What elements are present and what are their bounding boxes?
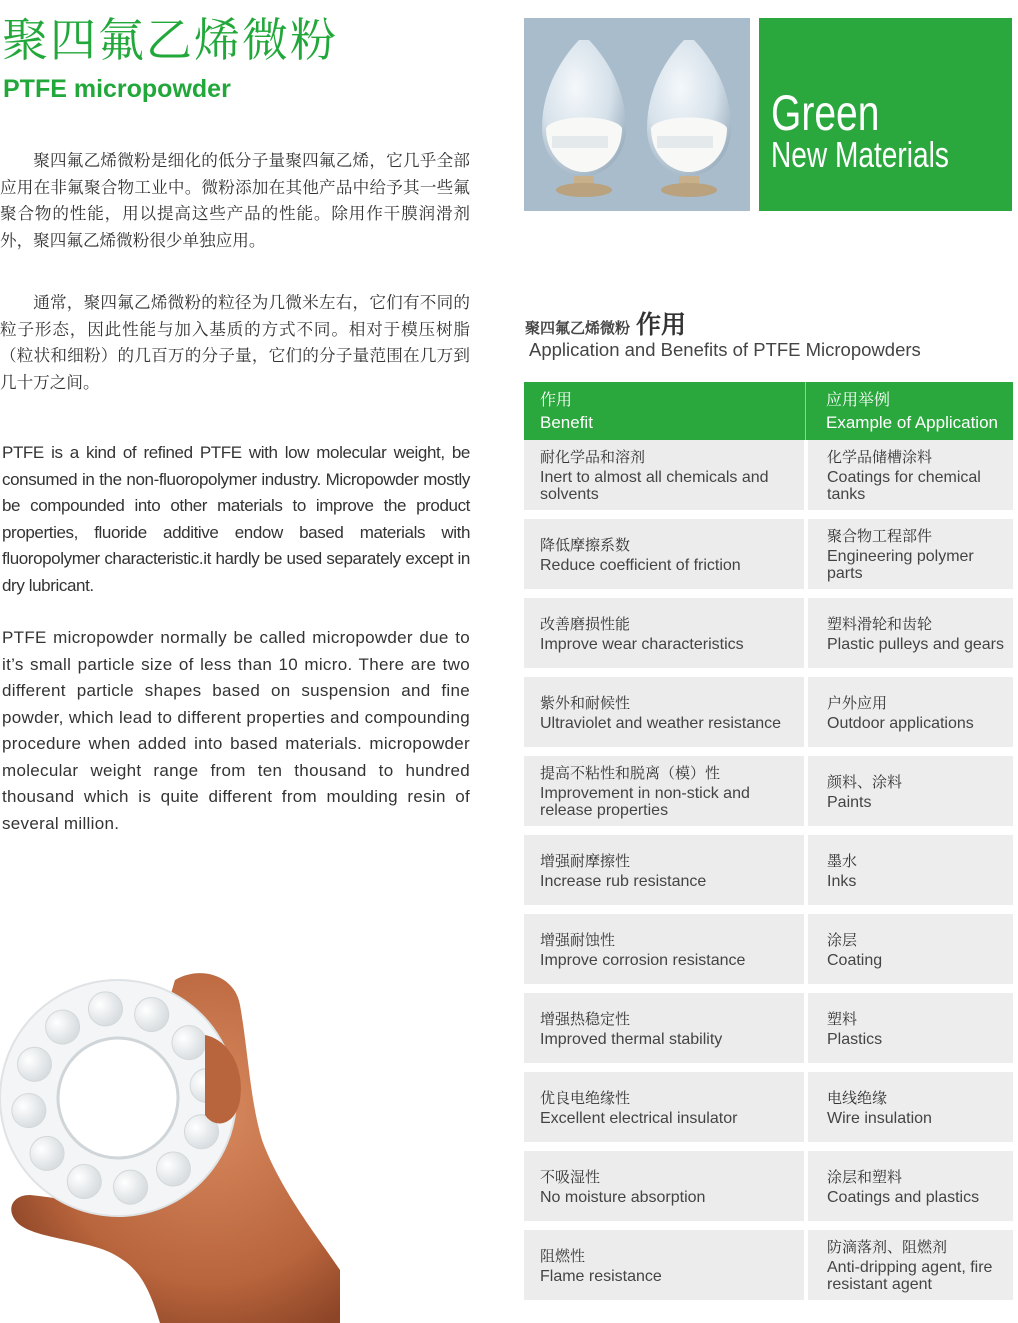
table-row	[524, 598, 1013, 668]
application-en: Plastic pulleys and gears	[827, 635, 1004, 653]
benefit-cell	[524, 914, 804, 984]
benefit-en: Ultraviolet and weather resistance	[540, 714, 782, 732]
banner-line-1: Green	[771, 85, 880, 141]
application-en: Plastics	[827, 1030, 883, 1048]
benefit-zh: 提高不粘性和脱离（模）性	[540, 764, 721, 782]
benefit-en: Improve wear characteristics	[540, 635, 744, 653]
application-zh: 塑料滑轮和齿轮	[827, 614, 933, 633]
benefit-cell	[524, 1230, 804, 1300]
benefit-cell	[524, 835, 804, 905]
application-en: Coatings for chemical tanks	[827, 469, 981, 503]
benefit-cell	[524, 993, 804, 1063]
page-title-zh: 聚四氟乙烯微粉	[2, 13, 338, 67]
benefit-zh: 阻燃性	[540, 1246, 586, 1265]
table-row	[524, 756, 1013, 826]
table-header	[524, 382, 1013, 440]
table-row	[524, 1230, 1013, 1300]
benefit-cell	[524, 756, 804, 826]
table-row	[524, 835, 1013, 905]
application-en: Wire insulation	[827, 1109, 932, 1127]
benefit-zh: 增强热稳定性	[540, 1009, 631, 1028]
benefit-zh: 增强耐摩擦性	[540, 851, 631, 870]
benefit-zh: 改善磨损性能	[540, 614, 631, 633]
application-cell	[808, 440, 1013, 510]
benefit-cell	[524, 1151, 804, 1221]
table-row	[524, 677, 1013, 747]
benefit-en: Reduce coefficient of friction	[540, 556, 741, 574]
intro-paragraph-en-2: PTFE micropowder normally be called micropowder due to it’s small particle size of less than 10 micro. There are two different particle shapes based on suspension and fine powder, which lead to different properties and compounding procedure when added into based materials. micropowder molecular weight range from ten thousand to hundred thousand which is quite different from moulding resin of several million.	[2, 628, 470, 833]
benefit-zh: 优良电绝缘性	[540, 1088, 631, 1107]
section-title-zh-big: 作用	[636, 310, 687, 339]
application-zh: 化学品储槽涂料	[827, 448, 933, 466]
application-cell	[808, 914, 1013, 984]
application-zh: 电线绝缘	[827, 1088, 888, 1107]
table-row	[524, 993, 1013, 1063]
application-zh: 涂层和塑料	[827, 1167, 903, 1186]
benefit-en: Flame resistance	[540, 1267, 662, 1285]
benefit-zh: 不吸湿性	[540, 1167, 601, 1186]
application-cell	[808, 993, 1013, 1063]
table-row	[524, 440, 1013, 510]
header-application-zh: 应用举例	[826, 390, 891, 409]
section-title-zh	[525, 305, 686, 341]
ceramic-bearing-hand-photo	[0, 940, 340, 1323]
benefit-cell	[524, 677, 804, 747]
application-cell	[808, 1072, 1013, 1142]
application-en: Coatings and plastics	[827, 1188, 980, 1206]
application-en: Anti-dripping agent, fire resistant agent	[827, 1259, 993, 1293]
application-zh: 涂层	[827, 930, 858, 949]
application-cell	[808, 756, 1013, 826]
application-en: Inks	[827, 872, 857, 890]
application-cell	[808, 519, 1013, 589]
benefit-cell	[524, 598, 804, 668]
application-en: Coating	[827, 951, 883, 969]
section-title-zh-small: 聚四氟乙烯微粉	[525, 319, 631, 337]
benefit-en: Inert to almost all chemicals and solvents	[540, 469, 769, 503]
benefit-zh: 紫外和耐候性	[540, 693, 631, 712]
benefit-en: Increase rub resistance	[540, 872, 707, 890]
green-new-materials-banner	[759, 18, 1012, 211]
header-benefit-zh: 作用	[540, 390, 573, 409]
header-application	[806, 382, 1013, 440]
application-zh: 户外应用	[827, 693, 888, 712]
application-zh: 塑料	[827, 1009, 858, 1028]
header-application-en: Example of Application	[826, 413, 998, 432]
benefit-cell	[524, 1072, 804, 1142]
benefit-cell	[524, 440, 804, 510]
intro-paragraph-en-1: PTFE is a kind of refined PTFE with low molecular weight, be consumed in the non-fluoropolymer industry. Micropowder mostly be compounded into other materials to improve the product properties, fluoride additive endow based materials with fluoropolymer characteristic.it hardly be used separately except in dry lubricant.	[2, 443, 470, 595]
intro-paragraph-zh-2: 通常，聚四氟乙烯微粉的粒径为几微米左右，它们有不同的粒子形态，因此性能与加入基质的方式不同。相对于模压树脂（粒状和细粉）的几百万的分子量，它们的分子量范围在几万到几十万之间。	[0, 293, 470, 392]
table-row	[524, 1072, 1013, 1142]
application-cell	[808, 1151, 1013, 1221]
page-title-en: PTFE micropowder	[3, 75, 231, 103]
benefit-en: Improvement in non-stick and release properties	[540, 785, 750, 819]
benefits-table	[524, 382, 1013, 1300]
benefit-zh: 降低摩擦系数	[540, 535, 631, 554]
application-cell	[808, 677, 1013, 747]
intro-paragraph-zh-1: 聚四氟乙烯微粉是细化的低分子量聚四氟乙烯，它几乎全部应用在非氟聚合物工业中。微粉添加在其他产品中给予其一些氟聚合物的性能，用以提高这些产品的性能。除用作干膜润滑剂外，聚四氟乙烯微粉很少单独应用。	[0, 151, 470, 250]
application-cell	[808, 835, 1013, 905]
application-en: Engineering polymer parts	[827, 548, 974, 582]
application-zh: 墨水	[827, 851, 858, 870]
application-en: Paints	[827, 793, 872, 811]
table-row	[524, 1151, 1013, 1221]
application-en: Outdoor applications	[827, 714, 974, 732]
table-row	[524, 519, 1013, 589]
application-cell	[808, 1230, 1013, 1300]
banner-line-2: New Materials	[771, 134, 949, 175]
application-zh: 聚合物工程部件	[827, 527, 933, 545]
application-cell	[808, 598, 1013, 668]
table-body	[524, 440, 1013, 1300]
benefit-en: Improved thermal stability	[540, 1030, 723, 1048]
table-row	[524, 914, 1013, 984]
application-zh: 颜料、涂料	[827, 772, 903, 791]
powder-flasks-photo	[524, 18, 750, 211]
benefit-en: No moisture absorption	[540, 1188, 706, 1206]
benefit-zh: 增强耐蚀性	[540, 930, 616, 949]
application-zh: 防滴落剂、阻燃剂	[827, 1238, 948, 1256]
benefit-en: Excellent electrical insulator	[540, 1109, 738, 1127]
benefit-zh: 耐化学品和溶剂	[540, 448, 646, 466]
section-title-en: Application and Benefits of PTFE Micropowders	[529, 339, 921, 360]
header-benefit	[524, 382, 806, 440]
benefit-en: Improve corrosion resistance	[540, 951, 746, 969]
header-benefit-en: Benefit	[540, 413, 593, 432]
benefit-cell	[524, 519, 804, 589]
